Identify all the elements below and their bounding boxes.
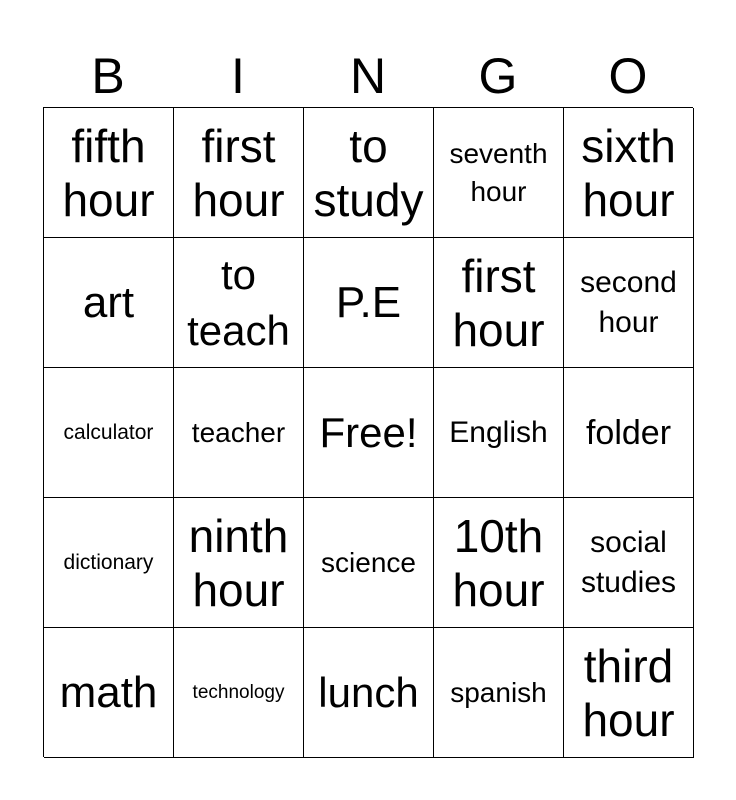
bingo-cell-r1c5[interactable] <box>564 108 694 238</box>
cell-text: third hour <box>582 639 675 746</box>
bingo-cell-r3c1[interactable] <box>44 368 174 498</box>
cell-text: teacher <box>191 416 286 448</box>
cell-text: spanish <box>450 676 547 708</box>
cell-text: calculator <box>63 420 154 444</box>
cell-text: first hour <box>192 119 285 226</box>
bingo-cell-r5c5[interactable] <box>564 628 694 758</box>
bingo-cell-r3c5[interactable] <box>564 368 694 498</box>
cell-text: English <box>449 415 548 449</box>
cell-text: technology <box>192 681 285 703</box>
bingo-cell-r1c2[interactable] <box>174 108 304 238</box>
cell-text: first hour <box>452 249 545 356</box>
cell-text: to study <box>313 119 424 226</box>
bingo-cell-r4c4[interactable] <box>434 498 564 628</box>
bingo-cell-r5c1[interactable] <box>44 628 174 758</box>
cell-text: folder <box>585 413 672 452</box>
free-space-text: Free! <box>319 408 418 456</box>
cell-text: fifth hour <box>62 119 155 226</box>
cell-text: to teach <box>187 250 290 354</box>
cell-text: 10th hour <box>452 509 545 616</box>
bingo-cell-r4c5[interactable] <box>564 498 694 628</box>
bingo-header <box>43 44 693 108</box>
cell-text: sixth hour <box>581 119 676 226</box>
bingo-cell-r4c1[interactable] <box>44 498 174 628</box>
header-letter-i: I <box>231 48 245 104</box>
bingo-cell-r2c1[interactable] <box>44 238 174 368</box>
cell-text: science <box>321 546 416 578</box>
cell-text: ninth hour <box>188 509 289 616</box>
cell-text: dictionary <box>63 550 154 574</box>
cell-text: seventh hour <box>449 137 548 207</box>
cell-text: social studies <box>580 525 677 599</box>
bingo-cell-r2c4[interactable] <box>434 238 564 368</box>
bingo-cell-r4c3[interactable] <box>304 498 434 628</box>
bingo-cell-r2c5[interactable] <box>564 238 694 368</box>
bingo-cell-r1c4[interactable] <box>434 108 564 238</box>
bingo-cell-r3c4[interactable] <box>434 368 564 498</box>
header-letter-g: G <box>478 48 518 104</box>
header-letter-n: N <box>349 48 387 104</box>
bingo-cell-r1c1[interactable] <box>44 108 174 238</box>
cell-text: art <box>82 277 135 327</box>
bingo-cell-r5c3[interactable] <box>304 628 434 758</box>
cell-text: lunch <box>318 668 419 716</box>
bingo-cell-r2c3[interactable] <box>304 238 434 368</box>
bingo-cell-r2c2[interactable] <box>174 238 304 368</box>
bingo-cell-r5c4[interactable] <box>434 628 564 758</box>
bingo-board <box>43 107 693 757</box>
bingo-cell-r5c2[interactable] <box>174 628 304 758</box>
cell-text: math <box>59 667 158 717</box>
header-letter-b: B <box>91 48 125 104</box>
bingo-cell-r1c3[interactable] <box>304 108 434 238</box>
bingo-cell-r3c3[interactable] <box>304 368 434 498</box>
cell-text: P.E <box>335 277 402 327</box>
cell-text: second hour <box>580 265 677 339</box>
bingo-cell-r4c2[interactable] <box>174 498 304 628</box>
bingo-cell-r3c2[interactable] <box>174 368 304 498</box>
header-letter-o: O <box>608 48 648 104</box>
